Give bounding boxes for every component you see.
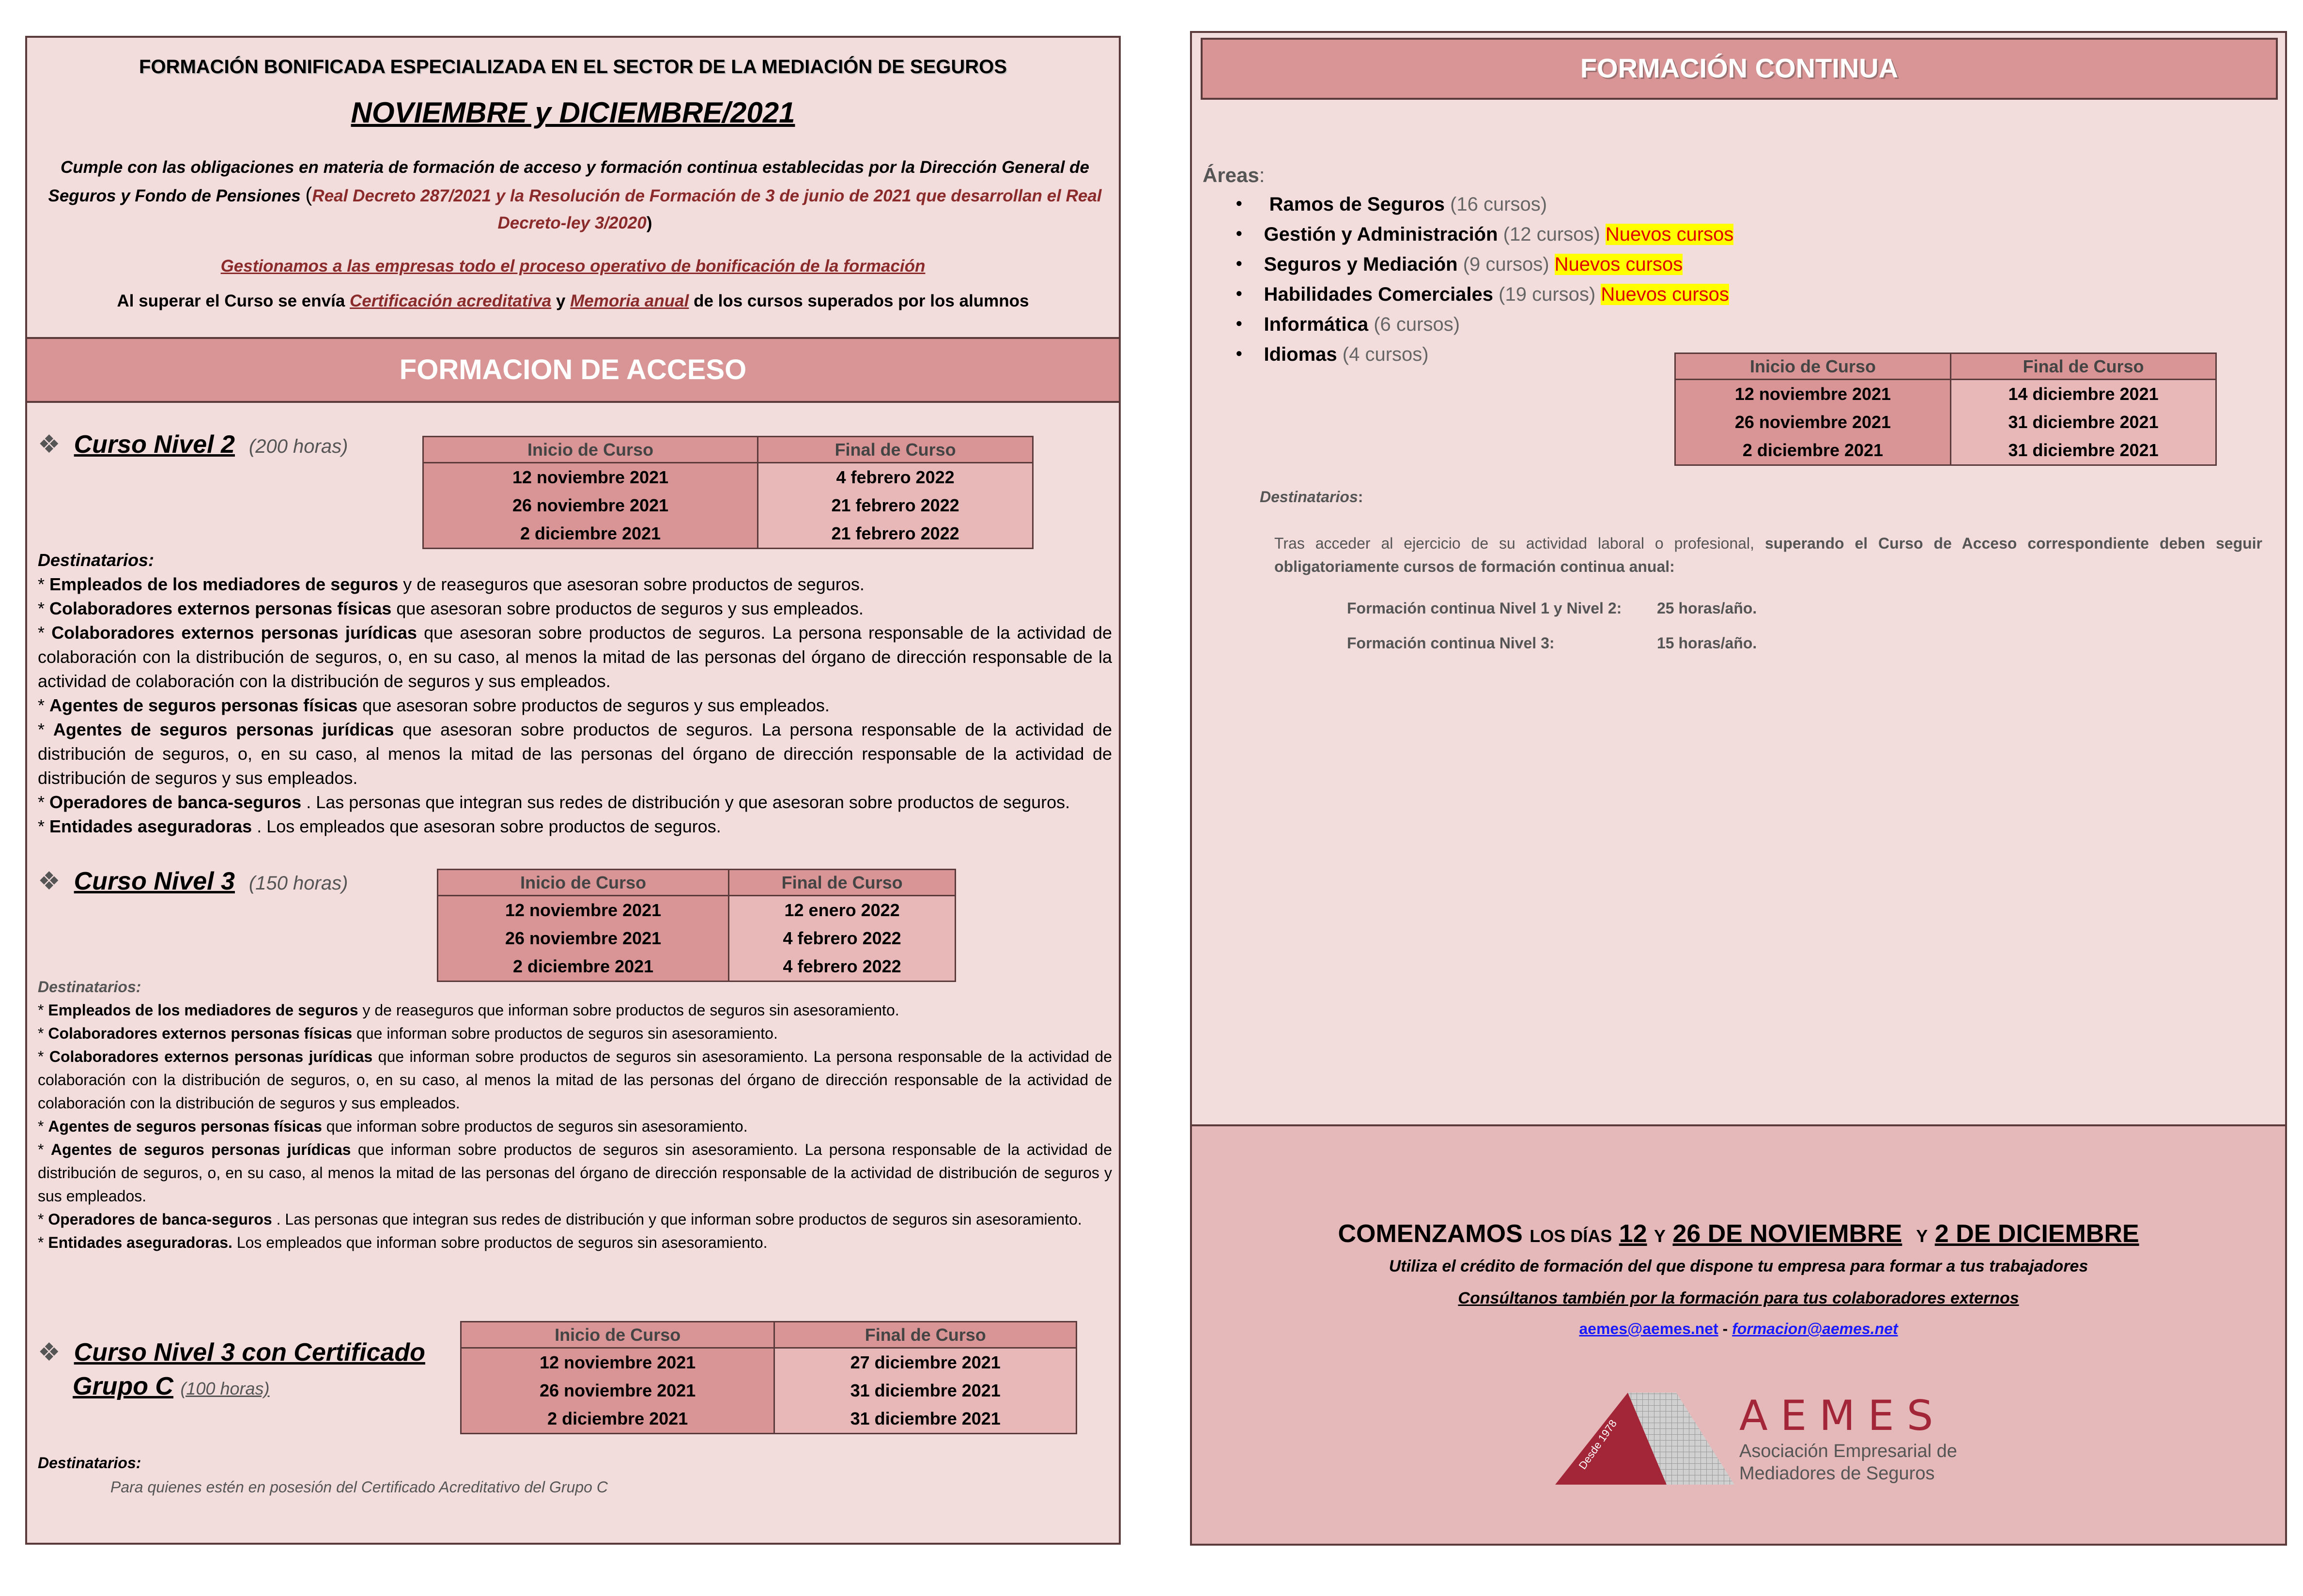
fc-nivel12: Formación continua Nivel 1 y Nivel 2: 25 horas/año. [1347,599,1757,617]
date-row [438,924,956,952]
nivel3c-dates-table: Inicio de Curso Final de Curso 12 noviembre 2021 27 diciembre 2021 26 noviembre 2021 31 diciembre 2021 2 diciembre 2021 31 diciembre 2021 [460,1321,1077,1434]
date-row [423,463,1033,492]
destinatario-item: * Operadores de banca-seguros . Las personas que integran sus redes de distribución y que informan sobre productos de seguros sin asesoramiento. [38,1211,1082,1228]
start-date-cell: 26 noviembre 2021 [438,924,729,952]
areas-label: Áreas: [1203,164,1265,186]
memoria-link[interactable]: Memoria anual [570,292,689,310]
continua-dates-table: Inicio de Curso Final de Curso 12 noviembre 2021 14 diciembre 2021 26 noviembre 2021 31 diciembre 2021 2 diciembre 2021 31 diciembre 2021 [1674,353,2217,466]
consultanos-text: Consúltanos también por la formación para tus colaboradores externos [1458,1289,2019,1307]
diamond-bullet-icon: ❖ [38,430,61,459]
end-date-cell: 4 febrero 2022 [729,924,956,952]
destinatario-item: * Agentes de seguros personas jurídicas que informan sobre productos de seguros sin asesoramiento. La persona responsable de la actividad de distribución de seguros, o, en su caso, al menos la mitad de las personas del órgano de dirección responsable de la actividad de distribución de seguros y sus empleados. [38,1141,1113,1205]
acceso-band: FORMACION DE ACCESO [27,337,1119,403]
date-row [461,1405,1077,1434]
continua-destinatarios-text: Tras acceder al ejercicio de su actividad laboral o profesional, superando el Curso de Acceso correspondiente deben seguir obligatoriamente cursos de formación continua anual: [1274,535,2263,575]
cert-link[interactable]: Certificación acreditativa [350,292,552,310]
comenzamos-heading: COMENZAMOS LOS DÍAS 12 Y 26 DE NOVIEMBRE Y 2 DE DICIEMBRE [1338,1220,2139,1248]
start-date-cell: 26 noviembre 2021 [461,1377,774,1405]
gestion-text: Gestionamos a las empresas todo el proceso operativo de bonificación de la formación [220,257,926,276]
start-date-cell: 12 noviembre 2021 [423,463,758,492]
destinatario-item: * Agentes de seguros personas jurídicas que asesoran sobre productos de seguros. La persona responsable de la actividad de distribución de seguros, o, en su caso, al menos la mitad de las personas del órgano de dirección responsable de la actividad de distribución de seguros y sus empleados. [38,720,1112,788]
start-date-cell: 2 diciembre 2021 [1675,436,1951,465]
area-item: ● Habilidades Comerciales (19 cursos) Nuevos cursos [1236,281,1733,311]
destinatario-item: * Colaboradores externos personas jurídicas que asesoran sobre productos de seguros. La persona responsable de la actividad de colaboración con la distribución de seguros, o, en su caso, al menos la mitad de las personas del órgano de dirección responsable de la actividad de colaboración con la distribución de seguros y sus empleados. [38,623,1112,691]
nuevos-cursos-badge: Nuevos cursos [1601,284,1729,305]
start-date-cell: 2 diciembre 2021 [423,520,758,549]
end-date-cell: 27 diciembre 2021 [774,1348,1077,1377]
course-nivel3-title: ❖ Curso Nivel 3 (150 horas) [38,867,348,895]
nivel3-destinatarios: Destinatarios: * Empleados de los mediadores de seguros y de reaseguros que informan sobre productos de seguros sin asesoramiento. * Colaboradores externos personas físicas que informan sobre productos de seguros sin asesoramiento. * Colaboradores externos personas jurídicas que informan sobre productos de seguros sin asesoramiento. La persona responsable de la actividad de colaboración con la distribución de seguros, o, en su caso, al menos la mitad de las personas del órgano de dirección responsable de la actividad de colaboración con la distribución de seguros y sus empleados. * Agentes de seguros personas físicas que informan sobre productos de seguros sin asesoramiento. * Agentes de seguros personas jurídicas que informan sobre productos de seguros sin asesoramiento. La persona responsable de la actividad de distribución de seguros, o, en su caso, al menos la mitad de las personas del órgano de dirección responsable de la actividad de distribución de seguros y sus empleados. * Operadores de banca-seguros . Las personas que integran sus redes de distribución y que informan sobre productos de seguros sin asesoramiento. * Entidades aseguradoras. Los empleados que informan sobre productos de seguros sin asesoramiento. [38,975,1112,1254]
date-row [1675,408,2216,436]
end-date-cell: 12 enero 2022 [729,896,956,925]
start-date-cell: 26 noviembre 2021 [1675,408,1951,436]
continua-destinatarios-label: Destinatarios: [1260,488,1363,506]
date-row [461,1377,1077,1405]
destinatario-item: * Empleados de los mediadores de seguros y de reaseguros que asesoran sobre productos de seguros. [38,574,865,594]
destinatario-item: * Colaboradores externos personas físicas que asesoran sobre productos de seguros y sus empleados. [38,598,864,618]
area-item: ● Informática (6 cursos) [1236,311,1733,341]
destinatario-item: * Colaboradores externos personas jurídicas que informan sobre productos de seguros sin asesoramiento. La persona responsable de la actividad de colaboración con la distribución de seguros, o, en su caso, al menos la mitad de las personas del órgano de dirección responsable de la actividad de colaboración con la distribución de seguros y sus empleados. [38,1048,1113,1112]
credito-text: Utiliza el crédito de formación del que dispone tu empresa para formar a tus trabajadores [1389,1257,2088,1275]
footer-section [1192,1124,2285,1544]
end-date-cell: 4 febrero 2022 [729,952,956,982]
aemes-logo-mark-icon [1555,1388,1734,1489]
destinatario-item: * Entidades aseguradoras. Los empleados que informan sobre productos de seguros sin asesoramiento. [38,1234,768,1251]
date-row [1675,436,2216,465]
nivel2-destinatarios: Destinatarios: * Empleados de los mediadores de seguros y de reaseguros que asesoran sobre productos de seguros. * Colaboradores externos personas físicas que asesoran sobre productos de seguros y sus empleados. * Colaboradores externos personas jurídicas que asesoran sobre productos de seguros. La persona responsable de la actividad de colaboración con la distribución de seguros, o, en su caso, al menos la mitad de las personas del órgano de dirección responsable de la actividad de colaboración con la distribución de seguros y sus empleados. * Agentes de seguros personas físicas que asesoran sobre productos de seguros y sus empleados. * Agentes de seguros personas jurídicas que asesoran sobre productos de seguros. La persona responsable de la actividad de distribución de seguros, o, en su caso, al menos la mitad de las personas del órgano de dirección responsable de la actividad de distribución de seguros y sus empleados. * Operadores de banca-seguros . Las personas que integran sus redes de distribución y que asesoran sobre productos de seguros. * Entidades aseguradoras . Los empleados que asesoran sobre productos de seguros. [38,548,1112,839]
start-date-cell: 12 noviembre 2021 [1675,380,1951,409]
intro-legal-ref: Real Decreto 287/2021 y la Resolución de Formación de 3 de junio de 2021 que desarrollan el Real Decreto-ley 3/2020 [312,186,1102,232]
contact-emails: aemes@aemes.net - formacion@aemes.net [1579,1320,1898,1337]
end-date-cell: 31 diciembre 2021 [1950,408,2216,436]
nuevos-cursos-badge: Nuevos cursos [1554,254,1683,275]
end-date-cell: 31 diciembre 2021 [774,1405,1077,1434]
email-formacion-link[interactable]: formacion@aemes.net [1732,1320,1898,1337]
aemes-logo [1555,1388,1981,1489]
start-date-cell: 2 diciembre 2021 [461,1405,774,1434]
area-item: ● Gestión y Administración (12 cursos) Nuevos cursos [1236,221,1733,251]
period-title: NOVIEMBRE y DICIEMBRE/2021 [351,96,795,129]
end-date-cell: 31 diciembre 2021 [1950,436,2216,465]
destinatario-item: * Operadores de banca-seguros . Las personas que integran sus redes de distribución y que asesoran sobre productos de seguros. [38,792,1070,812]
date-row [423,520,1033,549]
start-date-cell: 26 noviembre 2021 [423,491,758,520]
left-panel [25,36,1121,1545]
fc-nivel3: Formación continua Nivel 3: 15 horas/año. [1347,634,1757,652]
nivel2-dates-table: Inicio de Curso Final de Curso 12 noviembre 2021 4 febrero 2022 26 noviembre 2021 21 febrero 2022 2 diciembre 2021 21 febrero 2022 [422,436,1034,549]
diamond-bullet-icon: ❖ [38,867,61,895]
date-row [438,896,956,925]
area-item: ● Idiomas (4 cursos) [1236,341,1733,371]
end-date-cell: 31 diciembre 2021 [774,1377,1077,1405]
course-nivel3c-title: ❖ Curso Nivel 3 con Certificado Grupo C (100 horas) [38,1338,425,1400]
date-row [1675,380,2216,409]
cert-text: Al superar el Curso se envía Certificación acreditativa y Memoria anual de los cursos superados por los alumnos [117,292,1029,310]
intro-text: Cumple con las obligaciones en materia de formación de acceso y formación continua establecidas por la Dirección General de Seguros y Fondo de Pensiones [48,158,1089,205]
destinatario-item: * Agentes de seguros personas físicas que asesoran sobre productos de seguros y sus empleados. [38,695,830,715]
area-item: ● Ramos de Seguros (16 cursos) [1236,191,1733,221]
nuevos-cursos-badge: Nuevos cursos [1605,224,1734,245]
date-row [423,491,1033,520]
area-item: ● Seguros y Mediación (9 cursos) Nuevos cursos [1236,251,1733,281]
course-nivel2-title: ❖ Curso Nivel 2 (200 horas) [38,430,348,459]
nivel3-dates-table: Inicio de Curso Final de Curso 12 noviembre 2021 12 enero 2022 26 noviembre 2021 4 febrero 2022 2 diciembre 2021 4 febrero 2022 [437,869,956,982]
start-date-cell: 2 diciembre 2021 [438,952,729,982]
destinatario-item: * Colaboradores externos personas físicas que informan sobre productos de seguros sin asesoramiento. [38,1025,778,1042]
aemes-logo-text: AEMES Asociación Empresarial de Mediadores de Seguros [1739,1392,1957,1484]
svg-text:Desde 1978: Desde 1978 [1576,1417,1620,1472]
email-aemes-link[interactable]: aemes@aemes.net [1579,1320,1718,1337]
date-row [461,1348,1077,1377]
end-date-cell: 21 febrero 2022 [758,520,1033,549]
diamond-bullet-icon: ❖ [38,1338,61,1366]
nivel3c-destinatarios: Destinatarios: Para quienes estén en posesión del Certificado Acreditativo del Grupo C [38,1454,608,1496]
start-date-cell: 12 noviembre 2021 [438,896,729,925]
areas-list [1236,191,1733,371]
destinatario-item: * Agentes de seguros personas físicas que informan sobre productos de seguros sin asesoramiento. [38,1118,748,1135]
start-date-cell: 12 noviembre 2021 [461,1348,774,1377]
destinatario-item: * Empleados de los mediadores de seguros y de reaseguros que informan sobre productos de seguros sin asesoramiento. [38,1001,899,1019]
intro-paragraph: Cumple con las obligaciones en materia de formación de acceso y formación continua establecidas por la Dirección General de Seguros y Fondo de Pensiones (Real Decreto 287/2021 y la Resolución de Formación de 3 de junio de 2021 que desarrollan el Real Decreto-ley 3/2020) [48,158,1102,232]
end-date-cell: 14 diciembre 2021 [1950,380,2216,409]
right-panel [1190,31,2287,1546]
end-date-cell: 21 febrero 2022 [758,491,1033,520]
main-title: FORMACIÓN BONIFICADA ESPECIALIZADA EN EL SECTOR DE LA MEDIACIÓN DE SEGUROS [139,56,1007,77]
end-date-cell: 4 febrero 2022 [758,463,1033,492]
continua-title: FORMACIÓN CONTINUA [1201,38,2278,100]
destinatario-item: * Entidades aseguradoras . Los empleados que asesoran sobre productos de seguros. [38,816,721,836]
